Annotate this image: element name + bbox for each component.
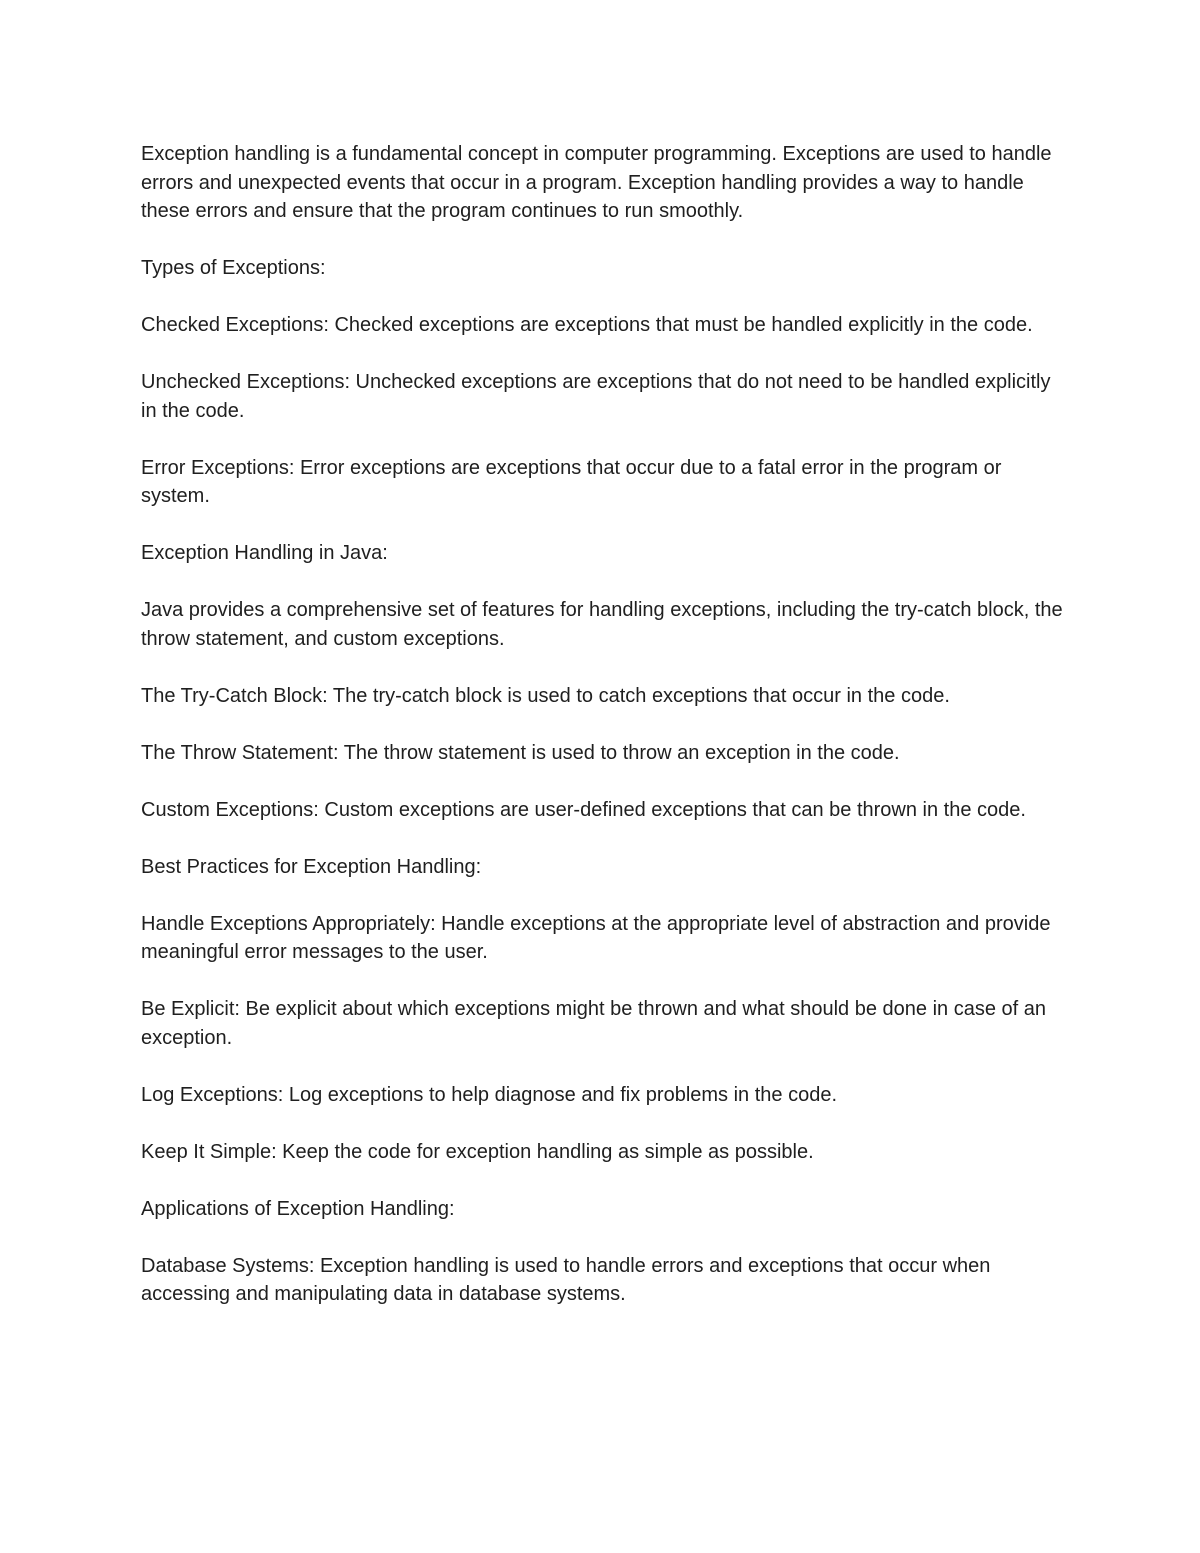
document-body (141, 140, 1071, 1337)
heading-applications: Applications of Exception Handling: (141, 1197, 455, 1220)
paragraph-database-systems: Database Systems: Exception handling is used to handle errors and exceptions that occur when accessing and manipulating data in database systems. (141, 1254, 991, 1305)
paragraph-try-catch-block: The Try-Catch Block: The try-catch block is used to catch exceptions that occur in the code. (141, 684, 950, 707)
intro-paragraph: Exception handling is a fundamental concept in computer programming. Exceptions are used to handle errors and unexpected events that occur in a program. Exception handling provides a way to handle these errors and ensure that the program continues to run smoothly. (141, 143, 1052, 222)
heading-exception-handling-java: Exception Handling in Java: (141, 542, 388, 564)
paragraph-be-explicit: Be Explicit: Be explicit about which exceptions might be thrown and what should be done in case of an exception. (141, 998, 1046, 1049)
paragraph-handle-appropriately: Handle Exceptions Appropriately: Handle exceptions at the appropriate level of abstraction and provide meaningful error messages to the user. (141, 912, 1051, 963)
paragraph-keep-it-simple: Keep It Simple: Keep the code for exception handling as simple as possible. (141, 1140, 814, 1163)
paragraph-throw-statement: The Throw Statement: The throw statement is used to throw an exception in the code. (141, 741, 900, 764)
paragraph-error-exceptions: Error Exceptions: Error exceptions are exceptions that occur due to a fatal error in the program or system. (141, 456, 1002, 507)
paragraph-checked-exceptions: Checked Exceptions: Checked exceptions are exceptions that must be handled explicitly in the code. (141, 314, 1033, 336)
paragraph-log-exceptions: Log Exceptions: Log exceptions to help diagnose and fix problems in the code. (141, 1083, 838, 1106)
heading-types-of-exceptions: Types of Exceptions: (141, 257, 326, 279)
paragraph-unchecked-exceptions: Unchecked Exceptions: Unchecked exceptions are exceptions that do not need to be handled explicitly in the code. (141, 371, 1051, 422)
paragraph-custom-exceptions: Custom Exceptions: Custom exceptions are user-defined exceptions that can be thrown in the code. (141, 798, 1026, 821)
paragraph-java-features: Java provides a comprehensive set of features for handling exceptions, including the try-catch block, the throw statement, and custom exceptions. (141, 599, 1063, 650)
heading-best-practices: Best Practices for Exception Handling: (141, 855, 482, 878)
